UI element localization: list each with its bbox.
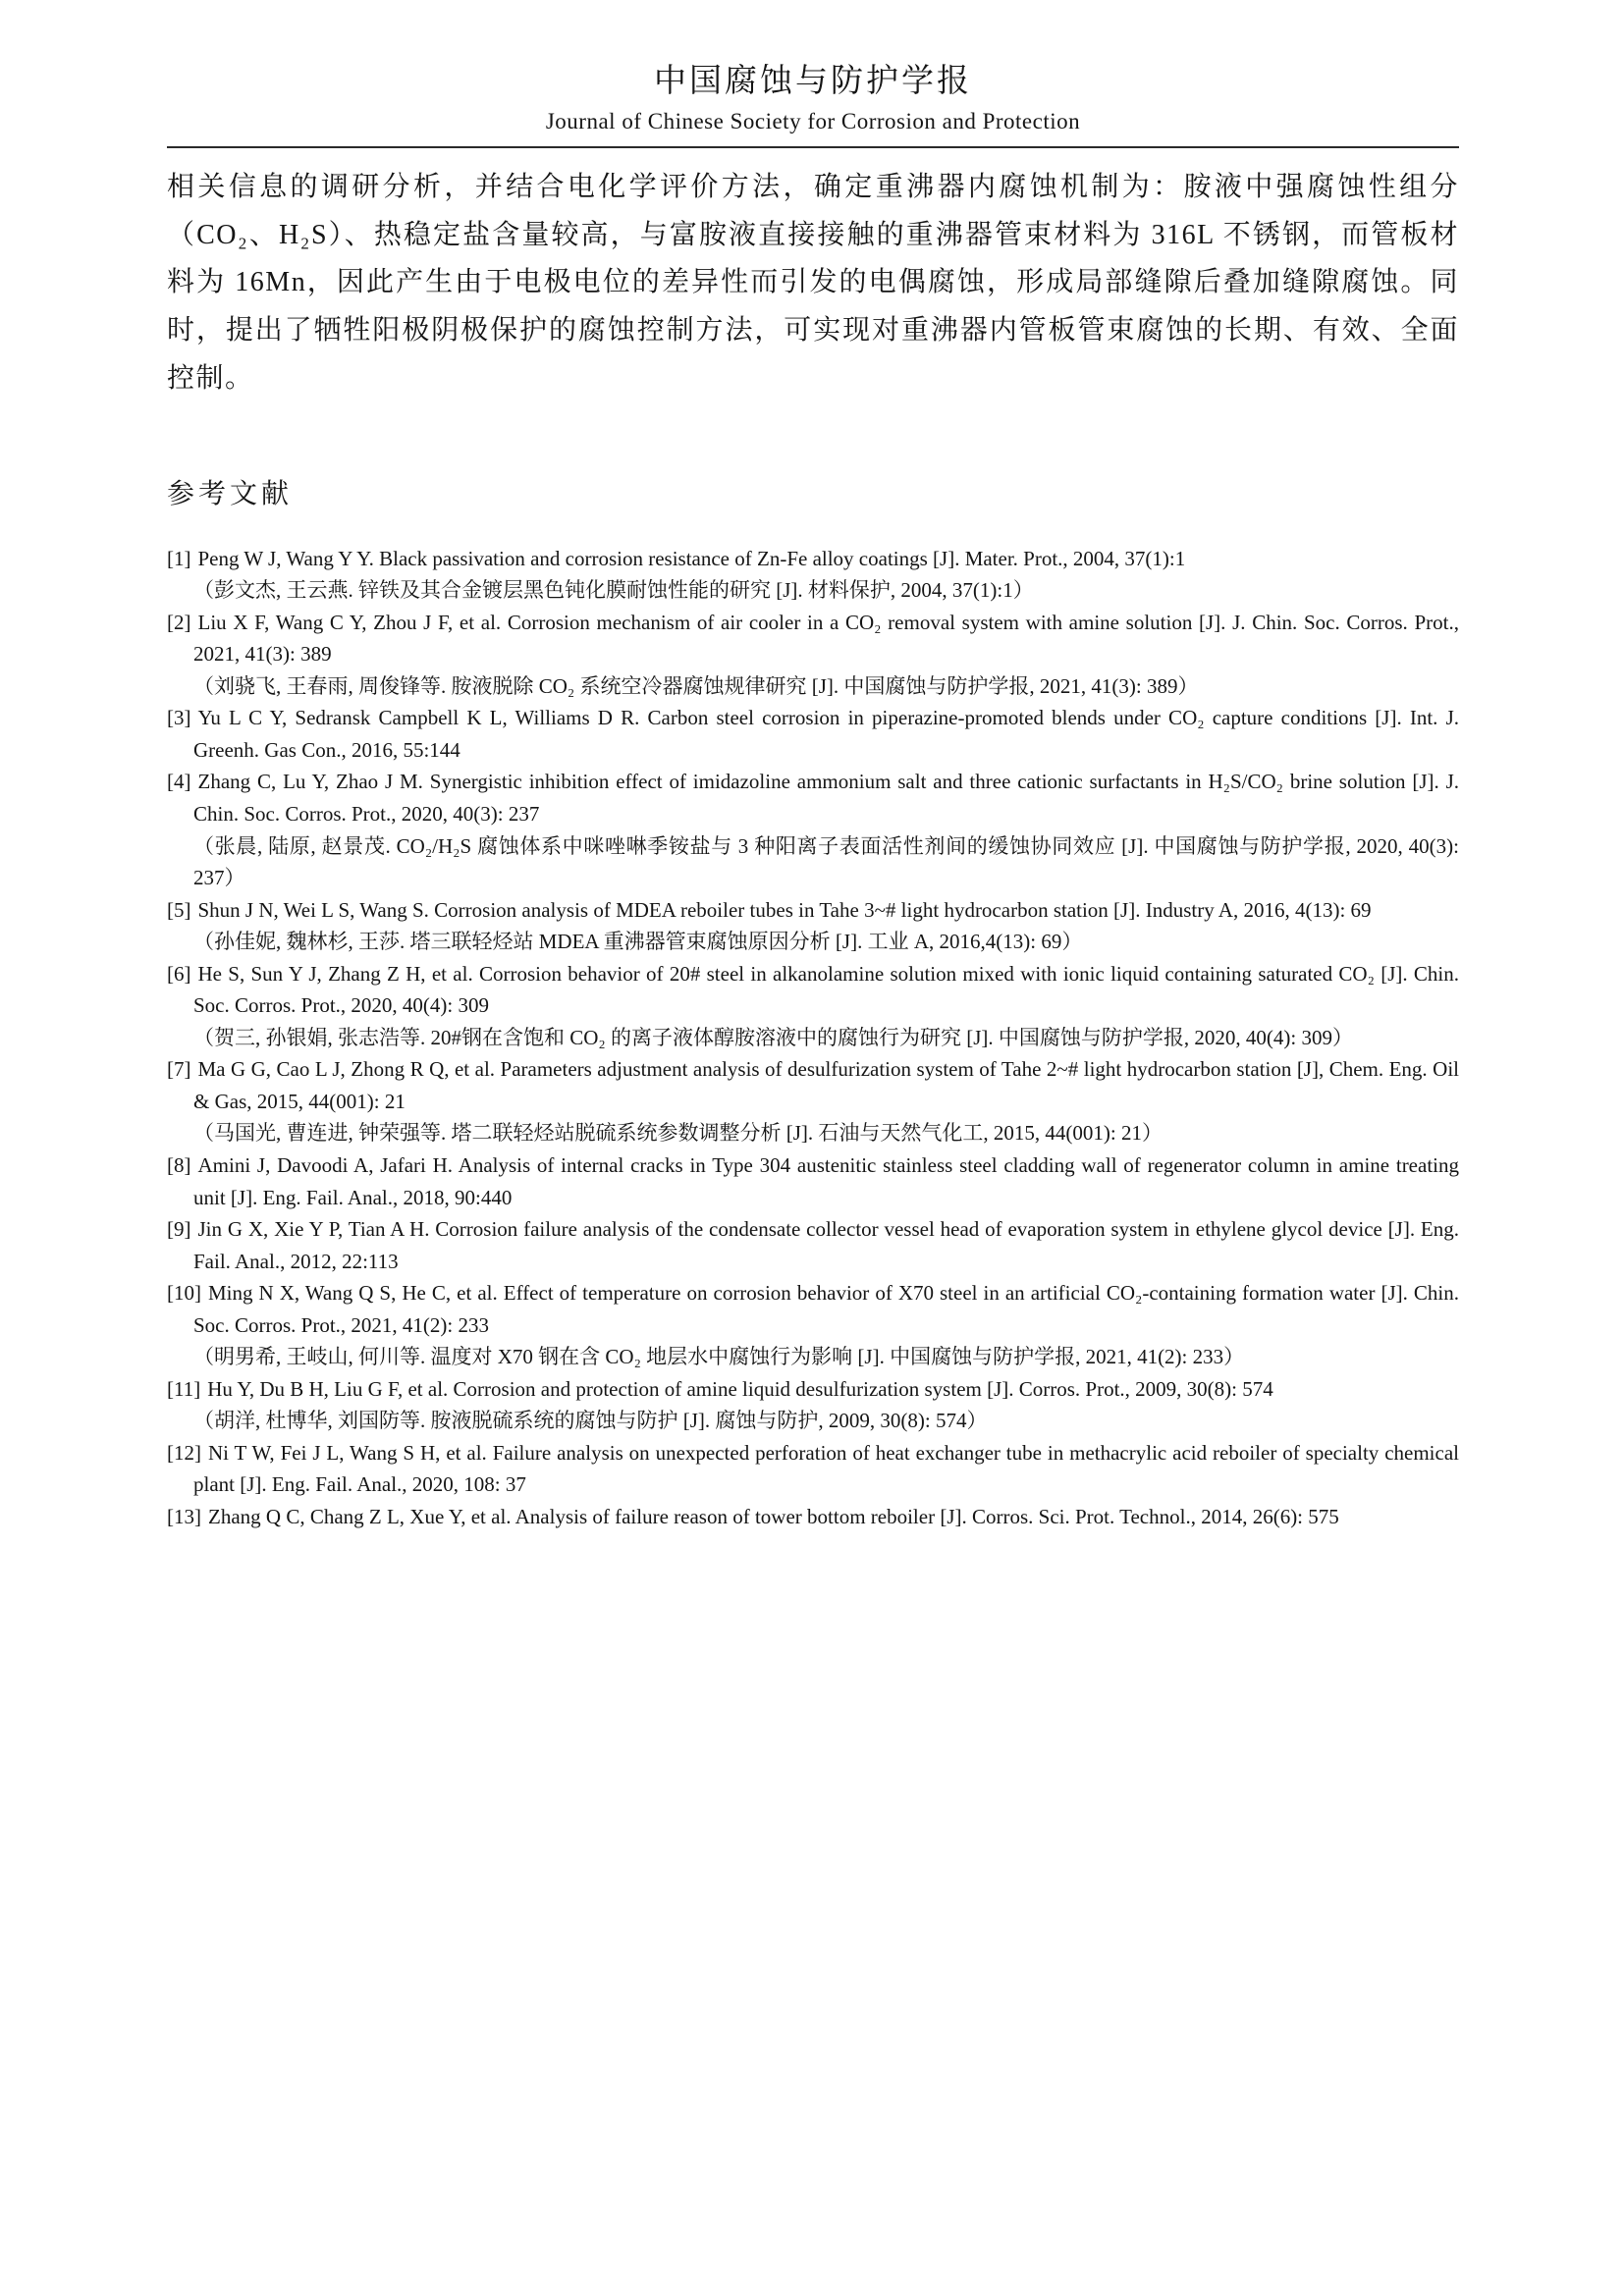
reference-text-en: He S, Sun Y J, Zhang Z H, et al. Corrosion behavior of 20# steel in alkanolamine solution mixed with ionic liquid containing saturated CO₂ [J]. Chin. Soc. Corros. Prot., 2020, 40(4): 309 bbox=[193, 961, 1459, 1018]
reference-label: [13] bbox=[167, 1505, 201, 1528]
reference-entry-en bbox=[167, 766, 1459, 829]
reference-label: [2] bbox=[167, 610, 191, 634]
reference-item bbox=[167, 1277, 1459, 1373]
reference-text-zh: （张晨, 陆原, 赵景茂. CO₂/H₂S 腐蚀体系中咪唑啉季铵盐与 3 种阳离子表面活性剂间的缓蚀协同效应 [J]. 中国腐蚀与防护学报, 2020, 40(3): 237） bbox=[193, 833, 1459, 890]
reference-entry-en bbox=[167, 607, 1459, 670]
reference-text-zh: （彭文杰, 王云燕. 锌铁及其合金镀层黑色钝化膜耐蚀性能的研究 [J]. 材料保护, 2004, 37(1):1） bbox=[193, 578, 1034, 603]
reference-item bbox=[167, 1501, 1459, 1533]
reference-label: [8] bbox=[167, 1152, 191, 1177]
reference-entry-en bbox=[167, 543, 1459, 575]
reference-entry-en bbox=[167, 1053, 1459, 1117]
reference-item bbox=[167, 1437, 1459, 1501]
reference-entry-en bbox=[167, 958, 1459, 1022]
reference-label: [6] bbox=[167, 961, 191, 986]
reference-label: [11] bbox=[167, 1376, 201, 1401]
reference-item bbox=[167, 958, 1459, 1054]
reference-text-en: Hu Y, Du B H, Liu G F, et al. Corrosion and protection of amine liquid desulfurization system [J]. Corros. Prot., 2009, 30(8): 574 bbox=[207, 1376, 1273, 1401]
reference-text-en: Zhang Q C, Chang Z L, Xue Y, et al. Analysis of failure reason of tower bottom reboiler [J]. Corros. Sci. Prot. Technol., 2014, 26(6): 575 bbox=[208, 1505, 1339, 1528]
reference-label: [9] bbox=[167, 1217, 191, 1242]
reference-label: [10] bbox=[167, 1281, 201, 1306]
reference-item bbox=[167, 1149, 1459, 1213]
reference-label: [4] bbox=[167, 770, 191, 794]
reference-item bbox=[167, 766, 1459, 893]
reference-entry-en bbox=[167, 1277, 1459, 1341]
reference-text-zh: （刘骁飞, 王春雨, 周俊锋等. 胺液脱除 CO₂ 系统空冷器腐蚀规律研究 [J]. 中国腐蚀与防护学报, 2021, 41(3): 389） bbox=[193, 673, 1199, 698]
reference-text-en: Peng W J, Wang Y Y. Black passivation and corrosion resistance of Zn-Fe alloy coatings [J]. Mater. Prot., 2004, 37(1):1 bbox=[197, 546, 1186, 570]
reference-text-en: Amini J, Davoodi A, Jafari H. Analysis of internal cracks in Type 304 austenitic stainless steel cladding wall of regenerator column in amine treating unit [J]. Eng. Fail. Anal., 2018, 90:440 bbox=[193, 1152, 1459, 1209]
reference-item bbox=[167, 1053, 1459, 1149]
reference-text-zh: （孙佳妮, 魏林杉, 王莎. 塔三联轻烃站 MDEA 重沸器管束腐蚀原因分析 [J]. 工业 A, 2016,4(13): 69） bbox=[193, 930, 1083, 954]
reference-item bbox=[167, 543, 1459, 607]
reference-label: [7] bbox=[167, 1057, 191, 1082]
reference-text-zh: （贺三, 孙银娟, 张志浩等. 20#钢在含饱和 CO₂ 的离子液体醇胺溶液中的腐蚀行为研究 [J]. 中国腐蚀与防护学报, 2020, 40(4): 309） bbox=[193, 1025, 1353, 1049]
reference-entry-en bbox=[167, 1437, 1459, 1501]
reference-text-en: Ming N X, Wang Q S, He C, et al. Effect of temperature on corrosion behavior of X70 steel in an artificial CO₂-containing formation water [J]. Chin. Soc. Corros. Prot., 2021, 41(2): 233 bbox=[193, 1281, 1459, 1337]
reference-text-en: Ni T W, Fei J L, Wang S H, et al. Failure analysis on unexpected perforation of heat exchanger tube in methacrylic acid reboiler of specialty chemical plant [J]. Eng. Fail. Anal., 2020, 108: 37 bbox=[193, 1440, 1459, 1497]
reference-item bbox=[167, 894, 1459, 958]
reference-text-zh: （明男希, 王岐山, 何川等. 温度对 X70 钢在含 CO₂ 地层水中腐蚀行为影响 [J]. 中国腐蚀与防护学报, 2021, 41(2): 233） bbox=[193, 1345, 1245, 1369]
journal-title-en: Journal of Chinese Society for Corrosion and Protection bbox=[545, 109, 1081, 133]
reference-label: [3] bbox=[167, 706, 191, 730]
reference-label: [12] bbox=[167, 1440, 201, 1465]
reference-entry-en bbox=[167, 1149, 1459, 1213]
reference-entry-en bbox=[167, 1373, 1459, 1406]
reference-entry-en bbox=[167, 1213, 1459, 1277]
reference-item bbox=[167, 702, 1459, 766]
reference-text-en: Shun J N, Wei L S, Wang S. Corrosion analysis of MDEA reboiler tubes in Tahe 3~# light hydrocarbon station [J]. Industry A, 2016, 4(13): 69 bbox=[197, 897, 1372, 922]
journal-title-zh: 中国腐蚀与防护学报 bbox=[654, 64, 972, 99]
reference-entry-en bbox=[167, 702, 1459, 766]
reference-item bbox=[167, 1213, 1459, 1277]
header-rule bbox=[167, 146, 1459, 148]
references-heading: 参考文献 bbox=[167, 478, 294, 509]
reference-list bbox=[167, 543, 1459, 1533]
abstract-text: 相关信息的调研分析，并结合电化学评价方法，确定重沸器内腐蚀机制为：胺液中强腐蚀性组分（CO₂、H₂S）、热稳定盐含量较高，与富胺液直接接触的重沸器管束材料为 316L 不锈钢，而管板材料为 16Mn，因此产生由于电极电位的差异性而引发的电偶腐蚀，形成局部缝隙后叠加缝隙腐蚀。同时，提出了牺牲阳极阴极保护的腐蚀控制方法，可实现对重沸器内管板管束腐蚀的长期、有效、全面控制。 bbox=[167, 172, 1459, 394]
reference-text-en: Yu L C Y, Sedransk Campbell K L, Williams D R. Carbon steel corrosion in piperazine-promoted blends under CO₂ capture conditions [J]. Int. J. Greenh. Gas Con., 2016, 55:144 bbox=[193, 706, 1459, 762]
reference-text-zh: （马国光, 曹连进, 钟荣强等. 塔二联轻烃站脱硫系统参数调整分析 [J]. 石油与天然气化工, 2015, 44(001): 21） bbox=[193, 1121, 1163, 1146]
reference-text-zh: （胡洋, 杜博华, 刘国防等. 胺液脱硫系统的腐蚀与防护 [J]. 腐蚀与防护, 2009, 30(8): 574） bbox=[193, 1409, 988, 1433]
reference-text-en: Jin G X, Xie Y P, Tian A H. Corrosion failure analysis of the condensate collector vessel head of evaporation system in ethylene glycol device [J]. Eng. Fail. Anal., 2012, 22:113 bbox=[193, 1217, 1459, 1273]
reference-text-en: Zhang C, Lu Y, Zhao J M. Synergistic inhibition effect of imidazoline ammonium salt and three cationic surfactants in H₂S/CO₂ brine solution [J]. J. Chin. Soc. Corros. Prot., 2020, 40(3): 237 bbox=[193, 770, 1459, 826]
reference-item bbox=[167, 1373, 1459, 1437]
reference-entry-en bbox=[167, 894, 1459, 927]
reference-label: [1] bbox=[167, 546, 191, 570]
reference-entry-en bbox=[167, 1501, 1459, 1533]
reference-item bbox=[167, 607, 1459, 703]
reference-text-en: Ma G G, Cao L J, Zhong R Q, et al. Parameters adjustment analysis of desulfurization system of Tahe 2~# light hydrocarbon station [J], Chem. Eng. Oil & Gas, 2015, 44(001): 21 bbox=[193, 1057, 1459, 1113]
journal-header bbox=[167, 55, 1459, 148]
reference-text-en: Liu X F, Wang C Y, Zhou J F, et al. Corrosion mechanism of air cooler in a CO₂ removal system with amine solution [J]. J. Chin. Soc. Corros. Prot., 2021, 41(3): 389 bbox=[193, 610, 1459, 667]
reference-label: [5] bbox=[167, 897, 191, 922]
